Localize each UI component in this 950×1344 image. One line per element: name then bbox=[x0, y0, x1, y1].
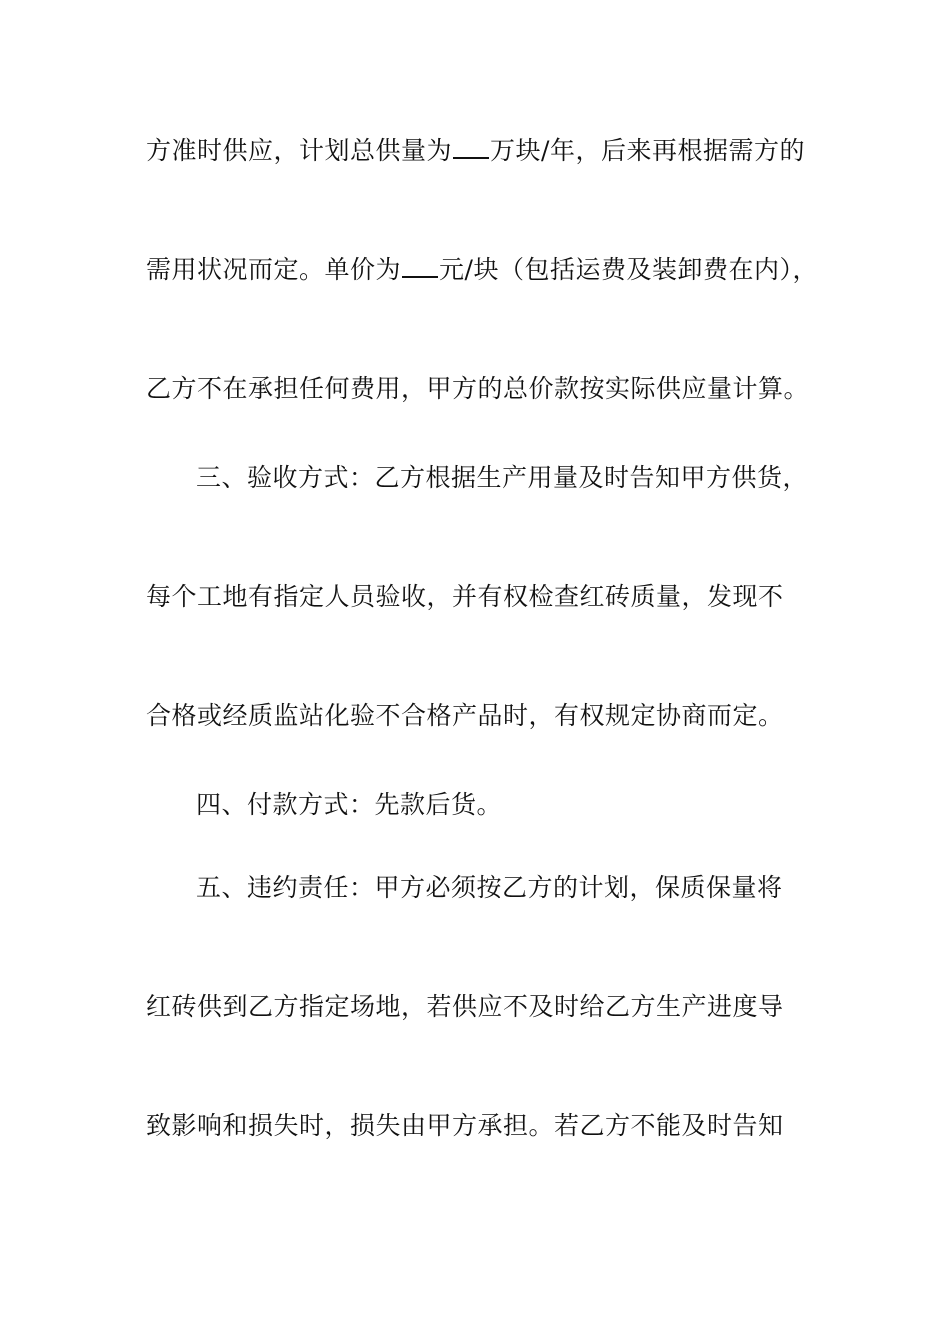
text-segment: 万块/年，后来再根据需方的 bbox=[490, 136, 805, 165]
text-line-5: 每个工地有指定人员验收，并有权检查红砖质量，发现不 bbox=[146, 582, 784, 611]
text-line-3: 乙方不在承担任何费用，甲方的总价款按实际供应量计算。 bbox=[146, 374, 810, 403]
text-line-9: 红砖供到乙方指定场地，若供应不及时给乙方生产进度导 bbox=[146, 992, 784, 1021]
section-four-line: 四、付款方式：先款后货。 bbox=[196, 790, 503, 819]
text-line-6: 合格或经质监站化验不合格产品时，有权规定协商而定。 bbox=[146, 701, 784, 730]
section-five-heading-line: 五、违约责任：甲方必须按乙方的计划，保质保量将 bbox=[196, 873, 783, 902]
text-segment: 方准时供应，计划总供量为 bbox=[146, 136, 453, 165]
fill-in-blank bbox=[402, 256, 438, 278]
text-line-10: 致影响和损失时，损失由甲方承担。若乙方不能及时告知 bbox=[146, 1111, 784, 1140]
text-line-1 bbox=[146, 136, 826, 166]
section-three-heading-line: 三、验收方式：乙方根据生产用量及时告知甲方供货， bbox=[196, 463, 809, 492]
fill-in-blank bbox=[453, 137, 489, 159]
text-segment: 需用状况而定。单价为 bbox=[146, 255, 402, 284]
text-line-2 bbox=[146, 255, 826, 285]
text-segment: 元/块（包括运费及装卸费在内）， bbox=[439, 255, 818, 284]
